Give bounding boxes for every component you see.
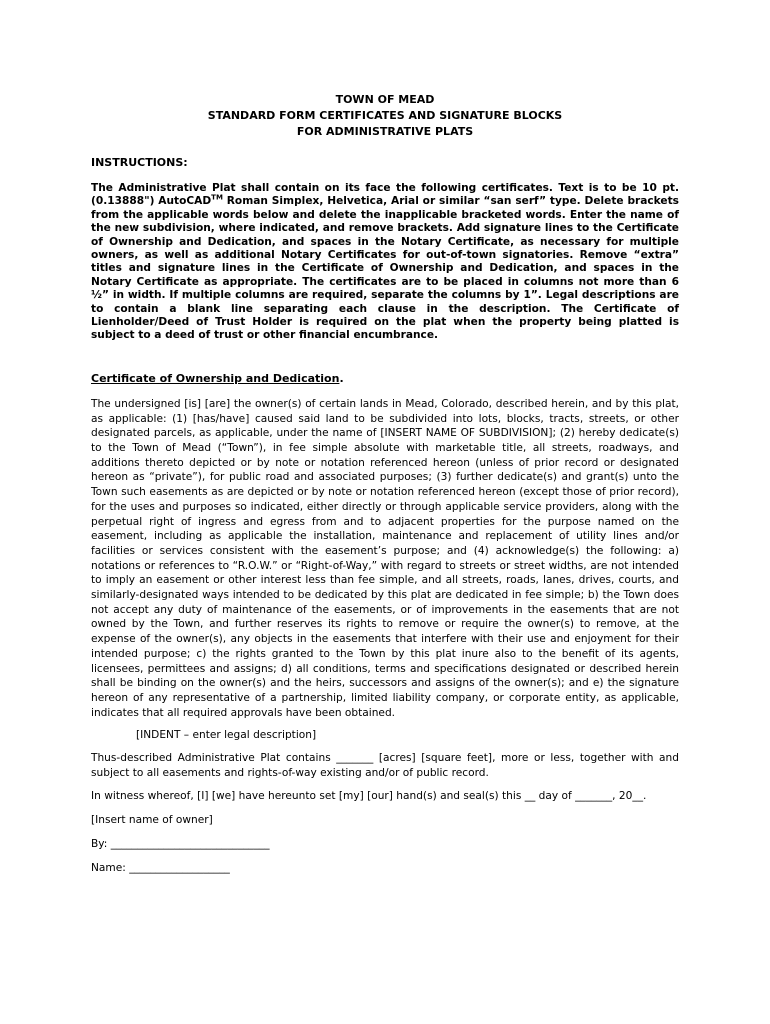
legal-description-placeholder: [INDENT – enter legal description] xyxy=(136,729,317,742)
document-title xyxy=(91,92,679,140)
instructions-paragraph xyxy=(91,182,679,343)
title-line-3: FOR ADMINISTRATIVE PLATS xyxy=(296,125,474,138)
owner-name-placeholder: [Insert name of owner] xyxy=(91,814,213,827)
plat-area-paragraph: Thus-described Administrative Plat contains _______ [acres] [square feet], more or less, together with and subject to all easements and rights-of-way existing and/or of public record. xyxy=(91,752,679,780)
by-signature-line: By: ______________________________ xyxy=(91,838,270,851)
document-page xyxy=(91,92,679,876)
witness-paragraph: In witness whereof, [I] [we] have hereunto set [my] [our] hand(s) and seal(s) this __ day of _______, 20__. xyxy=(91,790,647,803)
trademark-symbol: TM xyxy=(211,193,223,202)
title-line-2: STANDARD FORM CERTIFICATES AND SIGNATURE BLOCKS xyxy=(207,109,563,122)
section-heading xyxy=(91,371,679,386)
instructions-text-part1: The Administrative Plat shall contain on its face the following certificates. Text is to be 10 pt. (0.13888") AutoCAD xyxy=(91,182,679,208)
section-heading-period: . xyxy=(339,371,344,385)
instructions-heading: INSTRUCTIONS: xyxy=(91,156,188,169)
ownership-dedication-paragraph: The undersigned [is] [are] the owner(s) of certain lands in Mead, Colorado, described herein, and by this plat, as applicable: (1) [has/have] caused said land to be subdivided into lots, blocks, tracts, streets, or other designated parcels, as applicable, under the name of [INSERT NAME OF SUBDIVISION]; (2) hereby dedicate(s) to the Town of Mead (“Town”), in fee simple absolute with marketable title, all streets, roadways, and additions thereto depicted or by note or notation referenced hereon (unless of prior record or designated hereon as “private”), for public road and associated purposes; (3) further dedicate(s) and grant(s) unto the Town such easements as are depicted or by note or notation referenced hereon (except those of prior record), for the uses and purposes so indicated, either directly or through applicable service providers, along with the perpetual right of ingress and egress from and to adjacent properties for the purpose named on the easement, including as applicable the installation, maintenance and replacement of utility lines and/or facilities or services consistent with the easement’s purpose; and (4) acknowledge(s) the following: a) notations or references to “R.O.W.” or “Right-of-Way,” with regard to streets or street widths, are not intended to imply an easement or other interest less than fee simple, and all streets, roads, lanes, drives, courts, and similarly-designated ways intended to be dedicated by this plat are dedicated in fee simple; b) the Town does not accept any duty of maintenance of the easements, or of improvements in the easements that are not owned by the Town, and further reserves its rights to remove or require the owner(s) to remove, at the expense of the owner(s), any objects in the easements that interfere with their use and enjoyment for their intended purpose; c) the rights granted to the Town by this plat inure also to the benefit of its agents, licensees, permittees and assigns; d) all conditions, terms and specifications designated or described herein shall be binding on the owner(s) and the heirs, successors and assigns of the owner(s); and e) the signature hereon of any representative of a partnership, limited liability company, or corporate entity, as applicable, indicates that all required approvals have been obtained. xyxy=(91,397,679,719)
section-heading-text: Certificate of Ownership and Dedication xyxy=(91,371,340,385)
instructions-text-part2: Roman Simplex, Helvetica, Arial or similar “san serf” type. Delete brackets from the applicable words below and delete the inapplicable bracketed words. Enter the name of the new subdivision, where indicated, and remove brackets. Add signature lines to the Certificate of Ownership and Dedication, and spaces in the Notary Certificate, as necessary for multiple owners, as well as additional Notary Certificates for out-of-town signatories. Remove “extra” titles and signature lines in the Certificate of Ownership and Dedication, and spaces in the Notary Certificate as appropriate. The certificates are to be placed in columns not more than 6 ½” in width. If multiple columns are required, separate the columns by 1”. Legal descriptions are to contain a blank line separating each clause in the description. The Certificate of Lienholder/Deed of Trust Holder is required on the plat when the property being platted is subject to a deed of trust or other financial encumbrance. xyxy=(91,195,679,342)
name-signature-line: Name: ___________________ xyxy=(91,862,230,875)
title-line-1: TOWN OF MEAD xyxy=(335,93,435,106)
